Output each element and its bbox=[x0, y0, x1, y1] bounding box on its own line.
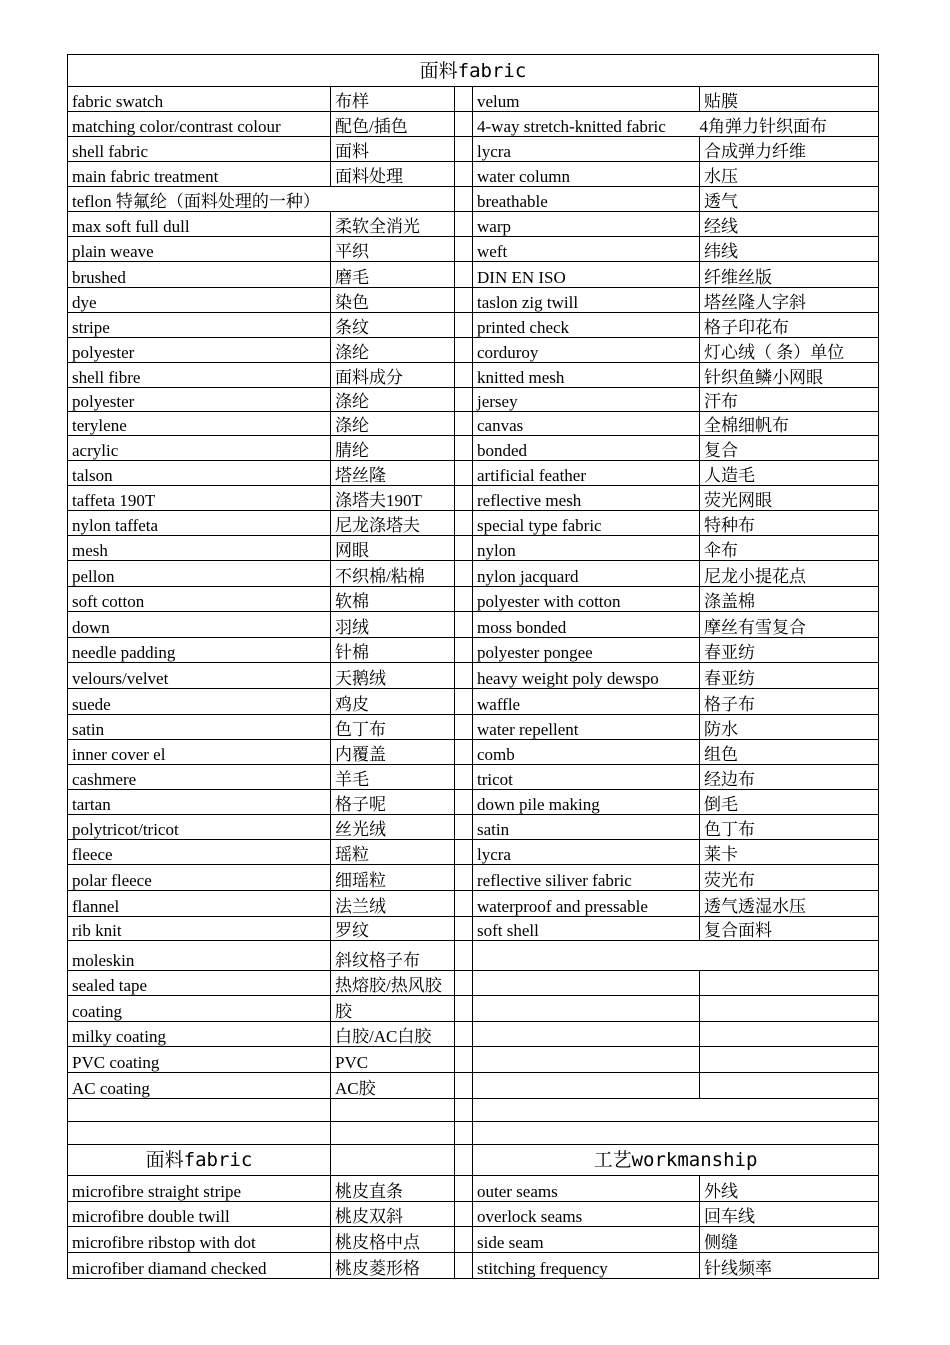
table-row bbox=[68, 840, 879, 865]
workmanship-en: overlock seams bbox=[473, 1202, 700, 1227]
term-zh-right: 莱卡 bbox=[700, 840, 879, 865]
glossary-table bbox=[67, 54, 879, 1279]
term-zh: 瑶粒 bbox=[331, 840, 455, 865]
table-row bbox=[68, 612, 879, 638]
term-en: inner cover el bbox=[68, 740, 331, 765]
term-zh-right bbox=[700, 996, 879, 1022]
term-zh: 鸡皮 bbox=[331, 689, 455, 715]
table-row bbox=[68, 262, 879, 288]
term-en: mesh bbox=[68, 536, 331, 561]
table-row bbox=[68, 815, 879, 840]
spacer-cell bbox=[455, 663, 473, 689]
term-en-right: heavy weight poly dewspo bbox=[473, 663, 700, 689]
term-en: microfiber diamand checked bbox=[68, 1253, 331, 1279]
term-en: velours/velvet bbox=[68, 663, 331, 689]
term-en: rib knit bbox=[68, 917, 331, 941]
term-en-right: water repellent bbox=[473, 715, 700, 740]
table-row bbox=[68, 363, 879, 388]
spacer-cell bbox=[455, 436, 473, 461]
term-zh: 网眼 bbox=[331, 536, 455, 561]
table-row bbox=[68, 162, 879, 187]
spacer-cell bbox=[455, 1122, 473, 1145]
table-row bbox=[68, 1202, 879, 1227]
term-en: moleskin bbox=[68, 941, 331, 971]
term-en-right: nylon jacquard bbox=[473, 561, 700, 587]
term-en: polytricot/tricot bbox=[68, 815, 331, 840]
term-zh: 桃皮直条 bbox=[331, 1176, 455, 1202]
table-row bbox=[68, 996, 879, 1022]
term-zh: 平织 bbox=[331, 237, 455, 262]
term-zh-right: 汗布 bbox=[700, 388, 879, 412]
spacer-cell bbox=[455, 1145, 473, 1176]
term-en: satin bbox=[68, 715, 331, 740]
spacer-cell bbox=[455, 288, 473, 313]
spacer-cell bbox=[455, 87, 473, 112]
table-row bbox=[68, 891, 879, 917]
spacer-cell bbox=[455, 187, 473, 212]
section-title-fabric: 面料fabric bbox=[68, 1145, 331, 1176]
term-zh-right: 春亚纺 bbox=[700, 638, 879, 663]
spacer-cell bbox=[455, 612, 473, 638]
term-en-right: reflective siliver fabric bbox=[473, 865, 700, 891]
empty-cell bbox=[473, 941, 879, 971]
spacer-cell bbox=[455, 1253, 473, 1279]
term-en: acrylic bbox=[68, 436, 331, 461]
term-en-right: velum bbox=[473, 87, 700, 112]
term-en: PVC coating bbox=[68, 1047, 331, 1073]
table-row bbox=[68, 765, 879, 790]
term-en-right: DIN EN ISO bbox=[473, 262, 700, 288]
term-en-right: jersey bbox=[473, 388, 700, 412]
workmanship-en: side seam bbox=[473, 1227, 700, 1253]
spacer-cell bbox=[455, 1099, 473, 1122]
term-zh: 涤纶 bbox=[331, 338, 455, 363]
term-en: nylon taffeta bbox=[68, 511, 331, 536]
term-zh: 面料处理 bbox=[331, 162, 455, 187]
table-row bbox=[68, 971, 879, 996]
term-zh: 白胶/AC白胶 bbox=[331, 1022, 455, 1047]
spacer-cell bbox=[455, 790, 473, 815]
spacer-cell bbox=[455, 740, 473, 765]
spacer-cell bbox=[455, 561, 473, 587]
term-en: teflon 特氟纶（面料处理的一种） bbox=[68, 187, 455, 212]
spacer-cell bbox=[455, 1176, 473, 1202]
term-en-right: special type fabric bbox=[473, 511, 700, 536]
term-zh-right: 涤盖棉 bbox=[700, 587, 879, 612]
term-zh: 涤纶 bbox=[331, 412, 455, 436]
term-zh-right: 人造毛 bbox=[700, 461, 879, 486]
term-zh-right: 全棉细帆布 bbox=[700, 412, 879, 436]
table-row bbox=[68, 715, 879, 740]
term-zh-right: 春亚纺 bbox=[700, 663, 879, 689]
term-en-right: satin bbox=[473, 815, 700, 840]
term-zh: 色丁布 bbox=[331, 715, 455, 740]
term-en: dye bbox=[68, 288, 331, 313]
term-en: soft cotton bbox=[68, 587, 331, 612]
empty-cell bbox=[473, 1099, 879, 1122]
title-row bbox=[68, 55, 879, 87]
term-zh-right: 复合面料 bbox=[700, 917, 879, 941]
table-row bbox=[68, 486, 879, 511]
spacer-cell bbox=[455, 511, 473, 536]
blank-row bbox=[68, 1122, 879, 1145]
term-zh: 羽绒 bbox=[331, 612, 455, 638]
term-zh-right: 伞布 bbox=[700, 536, 879, 561]
term-en-right bbox=[473, 1073, 700, 1099]
table-row bbox=[68, 1253, 879, 1279]
term-en-right: 4-way stretch-knitted fabric bbox=[473, 112, 700, 137]
term-zh: 法兰绒 bbox=[331, 891, 455, 917]
table-row bbox=[68, 587, 879, 612]
spacer-cell bbox=[455, 137, 473, 162]
term-zh: PVC bbox=[331, 1047, 455, 1073]
term-zh: 柔软全消光 bbox=[331, 212, 455, 237]
term-en-right bbox=[473, 1022, 700, 1047]
spacer-cell bbox=[455, 638, 473, 663]
table-row bbox=[68, 87, 879, 112]
term-zh-right: 复合 bbox=[700, 436, 879, 461]
term-en-right: moss bonded bbox=[473, 612, 700, 638]
term-en: main fabric treatment bbox=[68, 162, 331, 187]
term-zh: 胶 bbox=[331, 996, 455, 1022]
term-zh: 不织棉/粘棉 bbox=[331, 561, 455, 587]
table-row bbox=[68, 740, 879, 765]
term-zh: 尼龙涤塔夫 bbox=[331, 511, 455, 536]
empty-cell bbox=[331, 1099, 455, 1122]
term-en: down bbox=[68, 612, 331, 638]
term-en-right: weft bbox=[473, 237, 700, 262]
term-en: taffeta 190T bbox=[68, 486, 331, 511]
term-en-right bbox=[473, 996, 700, 1022]
workmanship-zh: 侧缝 bbox=[700, 1227, 879, 1253]
term-zh: 涤塔夫190T bbox=[331, 486, 455, 511]
term-zh: 配色/插色 bbox=[331, 112, 455, 137]
term-zh: 染色 bbox=[331, 288, 455, 313]
spacer-cell bbox=[455, 461, 473, 486]
term-zh-right bbox=[700, 1047, 879, 1073]
term-en: AC coating bbox=[68, 1073, 331, 1099]
spacer-cell bbox=[455, 765, 473, 790]
term-en: terylene bbox=[68, 412, 331, 436]
term-en: microfibre double twill bbox=[68, 1202, 331, 1227]
term-zh: 桃皮双斜 bbox=[331, 1202, 455, 1227]
term-zh-right: 塔丝隆人字斜 bbox=[700, 288, 879, 313]
spacer-cell bbox=[455, 840, 473, 865]
term-zh: 细瑶粒 bbox=[331, 865, 455, 891]
term-en: pellon bbox=[68, 561, 331, 587]
term-en-right: reflective mesh bbox=[473, 486, 700, 511]
term-zh: 涤纶 bbox=[331, 388, 455, 412]
term-en: tartan bbox=[68, 790, 331, 815]
table-row bbox=[68, 137, 879, 162]
term-en: flannel bbox=[68, 891, 331, 917]
term-zh-right: 组色 bbox=[700, 740, 879, 765]
spacer-cell bbox=[455, 815, 473, 840]
term-en: plain weave bbox=[68, 237, 331, 262]
term-zh-right: 色丁布 bbox=[700, 815, 879, 840]
term-zh: 桃皮格中点 bbox=[331, 1227, 455, 1253]
table-row bbox=[68, 511, 879, 536]
workmanship-zh: 回车线 bbox=[700, 1202, 879, 1227]
term-zh-right: 合成弹力纤维 bbox=[700, 137, 879, 162]
term-zh-right: 透气 bbox=[700, 187, 879, 212]
spacer-cell bbox=[455, 388, 473, 412]
term-zh-right: 倒毛 bbox=[700, 790, 879, 815]
term-en-right bbox=[473, 971, 700, 996]
spacer-cell bbox=[455, 1227, 473, 1253]
spacer-cell bbox=[455, 412, 473, 436]
empty-cell bbox=[473, 1122, 879, 1145]
table-row bbox=[68, 790, 879, 815]
workmanship-zh: 外线 bbox=[700, 1176, 879, 1202]
term-zh-right: 防水 bbox=[700, 715, 879, 740]
term-en: sealed tape bbox=[68, 971, 331, 996]
table-row bbox=[68, 561, 879, 587]
term-zh-right: 经线 bbox=[700, 212, 879, 237]
term-zh: 腈纶 bbox=[331, 436, 455, 461]
term-en-right: waterproof and pressable bbox=[473, 891, 700, 917]
term-zh-right: 格子布 bbox=[700, 689, 879, 715]
term-en-right: bonded bbox=[473, 436, 700, 461]
section-title-row bbox=[68, 1145, 879, 1176]
term-en: needle padding bbox=[68, 638, 331, 663]
term-en: brushed bbox=[68, 262, 331, 288]
table-row bbox=[68, 313, 879, 338]
section-title-workmanship: 工艺workmanship bbox=[473, 1145, 879, 1176]
term-en: polar fleece bbox=[68, 865, 331, 891]
spacer-cell bbox=[455, 112, 473, 137]
workmanship-zh: 针线频率 bbox=[700, 1253, 879, 1279]
term-zh: 面料成分 bbox=[331, 363, 455, 388]
term-en: shell fibre bbox=[68, 363, 331, 388]
term-zh-right: 摩丝有雪复合 bbox=[700, 612, 879, 638]
empty-cell bbox=[68, 1099, 331, 1122]
table-title: 面料fabric bbox=[68, 55, 879, 87]
term-en: polyester bbox=[68, 388, 331, 412]
term-zh: 塔丝隆 bbox=[331, 461, 455, 486]
spacer-cell bbox=[455, 865, 473, 891]
term-zh-right bbox=[700, 1073, 879, 1099]
term-en-right: knitted mesh bbox=[473, 363, 700, 388]
term-en: max soft full dull bbox=[68, 212, 331, 237]
term-zh: 内覆盖 bbox=[331, 740, 455, 765]
table-row bbox=[68, 536, 879, 561]
table-row bbox=[68, 237, 879, 262]
table-row bbox=[68, 941, 879, 971]
spacer-cell bbox=[455, 237, 473, 262]
table-row bbox=[68, 288, 879, 313]
term-zh-right: 贴膜 bbox=[700, 87, 879, 112]
spacer-cell bbox=[455, 486, 473, 511]
table-row bbox=[68, 461, 879, 486]
term-en: suede bbox=[68, 689, 331, 715]
term-en-right: down pile making bbox=[473, 790, 700, 815]
term-en: stripe bbox=[68, 313, 331, 338]
term-zh: 桃皮菱形格 bbox=[331, 1253, 455, 1279]
table-row bbox=[68, 638, 879, 663]
term-zh-right bbox=[700, 1022, 879, 1047]
spacer-cell bbox=[455, 891, 473, 917]
spacer-cell bbox=[455, 996, 473, 1022]
term-zh-right: 经边布 bbox=[700, 765, 879, 790]
spacer-cell bbox=[455, 941, 473, 971]
empty-cell bbox=[68, 1122, 331, 1145]
term-en: cashmere bbox=[68, 765, 331, 790]
term-zh-right: 灯心绒（ 条）单位 bbox=[700, 338, 879, 363]
term-en-right: water column bbox=[473, 162, 700, 187]
term-en: fleece bbox=[68, 840, 331, 865]
table-row bbox=[68, 436, 879, 461]
term-zh-right: 荧光布 bbox=[700, 865, 879, 891]
spacer-cell bbox=[455, 262, 473, 288]
table-row bbox=[68, 1073, 879, 1099]
term-en: coating bbox=[68, 996, 331, 1022]
empty-cell bbox=[331, 1122, 455, 1145]
spacer-cell bbox=[455, 1022, 473, 1047]
blank-row bbox=[68, 1099, 879, 1122]
term-zh-right: 荧光网眼 bbox=[700, 486, 879, 511]
term-en-right: warp bbox=[473, 212, 700, 237]
table-row bbox=[68, 1047, 879, 1073]
spacer-cell bbox=[455, 715, 473, 740]
term-zh: 天鹅绒 bbox=[331, 663, 455, 689]
term-en-right: breathable bbox=[473, 187, 700, 212]
term-en-right: waffle bbox=[473, 689, 700, 715]
term-en-right: printed check bbox=[473, 313, 700, 338]
term-zh-right: 尼龙小提花点 bbox=[700, 561, 879, 587]
table-row bbox=[68, 1176, 879, 1202]
term-en: fabric swatch bbox=[68, 87, 331, 112]
term-zh: 热熔胶/热风胶 bbox=[331, 971, 455, 996]
table-row bbox=[68, 689, 879, 715]
spacer-cell bbox=[455, 1073, 473, 1099]
workmanship-en: outer seams bbox=[473, 1176, 700, 1202]
term-en: microfibre ribstop with dot bbox=[68, 1227, 331, 1253]
term-zh-right: 纤维丝版 bbox=[700, 262, 879, 288]
table-row bbox=[68, 187, 879, 212]
term-zh-right: 格子印花布 bbox=[700, 313, 879, 338]
spacer-cell bbox=[455, 587, 473, 612]
spacer-cell bbox=[455, 363, 473, 388]
term-zh: 布样 bbox=[331, 87, 455, 112]
term-zh: 格子呢 bbox=[331, 790, 455, 815]
table-row bbox=[68, 1022, 879, 1047]
term-zh: 面料 bbox=[331, 137, 455, 162]
term-en-right: lycra bbox=[473, 840, 700, 865]
term-zh: 丝光绒 bbox=[331, 815, 455, 840]
workmanship-en: stitching frequency bbox=[473, 1253, 700, 1279]
table-row bbox=[68, 212, 879, 237]
term-zh: 软棉 bbox=[331, 587, 455, 612]
term-zh: 条纹 bbox=[331, 313, 455, 338]
term-en: shell fabric bbox=[68, 137, 331, 162]
term-zh-right: 水压 bbox=[700, 162, 879, 187]
term-en-right: artificial feather bbox=[473, 461, 700, 486]
term-en-right bbox=[473, 1047, 700, 1073]
term-en: microfibre straight stripe bbox=[68, 1176, 331, 1202]
term-en-right: polyester with cotton bbox=[473, 587, 700, 612]
term-en-right: comb bbox=[473, 740, 700, 765]
table-row bbox=[68, 388, 879, 412]
table-row bbox=[68, 663, 879, 689]
spacer-cell bbox=[455, 313, 473, 338]
term-zh: 罗纹 bbox=[331, 917, 455, 941]
term-zh-right: 针织鱼鳞小网眼 bbox=[700, 363, 879, 388]
table-row bbox=[68, 917, 879, 941]
table-row bbox=[68, 865, 879, 891]
term-en-right: nylon bbox=[473, 536, 700, 561]
table-row bbox=[68, 1227, 879, 1253]
term-zh-right: 特种布 bbox=[700, 511, 879, 536]
term-zh-right: 透气透湿水压 bbox=[700, 891, 879, 917]
spacer-cell bbox=[455, 338, 473, 363]
spacer-cell bbox=[455, 162, 473, 187]
term-zh-right bbox=[700, 971, 879, 996]
term-zh-right: 纬线 bbox=[700, 237, 879, 262]
term-en: milky coating bbox=[68, 1022, 331, 1047]
spacer-cell bbox=[455, 1047, 473, 1073]
term-en-right: taslon zig twill bbox=[473, 288, 700, 313]
term-en: polyester bbox=[68, 338, 331, 363]
spacer-cell bbox=[455, 212, 473, 237]
term-zh: 磨毛 bbox=[331, 262, 455, 288]
term-zh: 针棉 bbox=[331, 638, 455, 663]
spacer-cell bbox=[455, 917, 473, 941]
table-row bbox=[68, 112, 879, 137]
term-en: matching color/contrast colour bbox=[68, 112, 331, 137]
term-zh-right: 4角弹力针织面布 bbox=[700, 112, 879, 137]
term-en: talson bbox=[68, 461, 331, 486]
term-en-right: canvas bbox=[473, 412, 700, 436]
empty-cell bbox=[331, 1145, 455, 1176]
term-en-right: soft shell bbox=[473, 917, 700, 941]
spacer-cell bbox=[455, 536, 473, 561]
term-en-right: tricot bbox=[473, 765, 700, 790]
term-en-right: corduroy bbox=[473, 338, 700, 363]
table-row bbox=[68, 412, 879, 436]
term-zh: 斜纹格子布 bbox=[331, 941, 455, 971]
table-row bbox=[68, 338, 879, 363]
spacer-cell bbox=[455, 689, 473, 715]
term-zh: 羊毛 bbox=[331, 765, 455, 790]
spacer-cell bbox=[455, 971, 473, 996]
term-en-right: lycra bbox=[473, 137, 700, 162]
spacer-cell bbox=[455, 1202, 473, 1227]
term-en-right: polyester pongee bbox=[473, 638, 700, 663]
term-zh: AC胶 bbox=[331, 1073, 455, 1099]
